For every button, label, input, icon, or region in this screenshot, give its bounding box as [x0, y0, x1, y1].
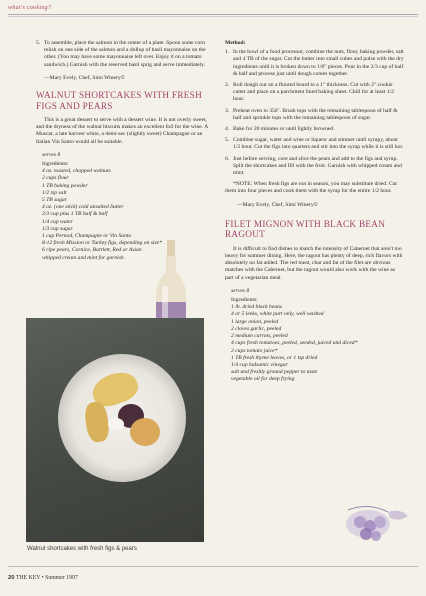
- step-text: Combine sugar, water and wine or liqueur and simmer until syrupy, about 1/2 hour. Cut the figs into quarters and stir into the syrup while it is still hot.: [233, 137, 404, 151]
- publication-name: THE KEY • Summer 1997: [15, 575, 78, 581]
- filet-mignon-heading: FILET MIGNON WITH BLACK BEAN RAGOUT: [225, 218, 386, 240]
- step-number: 3.: [225, 107, 230, 114]
- ingredient-item: 2 medium carrots, peeled: [231, 333, 288, 340]
- ingredient-item: 4 cups fresh tomatoes, peeled, seeded, juiced and diced*: [231, 340, 358, 347]
- ingredients-label: Ingredients:: [231, 297, 258, 304]
- ingredient-item: 4 oz. toasted, chopped walnuts: [42, 168, 111, 175]
- ingredient-item: 1 large onion, peeled: [231, 318, 279, 325]
- ingredient-item: 2/3 cup plus 1 TB half & half: [42, 211, 108, 218]
- section-tag: what's cooking?: [8, 5, 52, 11]
- step-text: In the bowl of a food processor, combine the nuts, flour, baking powder, salt and 4 TB of the sugar. Cut the butter into small cubes and pulse with the dry ingredients until it is broken down to 1/8" pieces. Pour in the 2/3 cup of half & half and process just until dough comes together.: [233, 49, 404, 77]
- filet-ingredients: [231, 288, 405, 384]
- ingredient-item: 1/2 tsp salt: [42, 189, 67, 196]
- bottom-rule: [8, 566, 418, 567]
- ingredient-item: 2 cloves garlic, peeled: [231, 325, 282, 332]
- walnut-intro: This is a great dessert to serve with a dessert wine. It is not overly sweet, and the dryness of the walnut biscuits makes an excellent foil for the wine. A Muscat, a late harvest white, a demi-sec (slightly sweet) Champagne or an Italian Vin Santo would all be suitable.: [36, 117, 208, 145]
- left-column: [36, 40, 216, 262]
- step-text: Bake for 20 minutes or until lightly browned.: [233, 126, 335, 133]
- shortcake: [130, 418, 160, 446]
- step-text: Preheat oven to 350˚. Brush tops with the remaining tablespoon of half & half and sprinkle tops with the remaining tablespoon of sugar.: [233, 107, 398, 121]
- ingredient-item: 1 cup Pernod, Champagne or Vin Santo: [42, 233, 132, 240]
- step-number: 4.: [225, 126, 230, 133]
- method-step: [225, 108, 405, 122]
- step-number: 2.: [225, 82, 230, 89]
- left-credit: —Mary Evely, Chef, Simi Winery©: [44, 74, 125, 81]
- right-credit: —Mary Evely, Chef, Simi Winery©: [237, 201, 318, 208]
- step-number: 5.: [36, 40, 41, 46]
- ingredient-item: salt and freshly ground pepper to taste: [231, 369, 318, 376]
- ingredient-item: 1/4 cup water: [42, 218, 73, 225]
- ingredient-item: 2 cups tomato juice*: [231, 347, 278, 354]
- serves: serves 8: [42, 151, 61, 158]
- filet-intro: It is difficult to find dishes to match the intensity of Cabernet that aren't too heavy for summer dining. Here, the ragout has plenty of deep, rich flavors with absolutely no fat added. The red meat, char and fat of the filet are obvious matches with the Cabernet, but the ragout would also work with the wine as part of a vegetarian meal.: [225, 245, 403, 281]
- right-column: [225, 40, 405, 384]
- step-text: To assemble, place the salmon in the center of a plate. Spoon some corn relish on one side of the salmon and a dollop of basil mayonnaise on the other. (You may have some mayonnaise left over. Enjoy it on a tomato sandwich.) Garnish with the reserved basil sprig and serve immediately.: [44, 40, 206, 68]
- step-number: 6.: [225, 155, 230, 162]
- ingredient-item: 8-12 fresh Mission or Turkey figs, depending on size*: [42, 240, 162, 247]
- method-title: Method:: [225, 40, 246, 46]
- ingredient-item: 4 or 5 leeks, white part only, well washed: [231, 311, 324, 318]
- method-step: [225, 156, 405, 178]
- walnut-shortcakes-heading: WALNUT SHORTCAKES WITH FRESH FIGS AND PEARS: [36, 90, 202, 111]
- figs-note: *NOTE: When fresh figs are not in season, you may substitute dried. Cut them into four pieces and cook them with the syrup for the entire 1/2 hour.: [225, 181, 397, 195]
- ingredient-item: vegetable oil for deep frying: [231, 376, 295, 383]
- ingredient-item: 2 cups flour: [42, 175, 69, 182]
- serves: serves 8: [231, 287, 250, 294]
- whipped-cream: [108, 418, 124, 430]
- left-step-5: [36, 40, 216, 69]
- ingredient-item: 1 lb. dried black beans: [231, 304, 283, 311]
- ingredients-label: Ingredients:: [42, 161, 69, 168]
- step-text: Just before serving, core and slice the pears and add to the figs and syrup. Split the shortcakes and fill with the fruit. Garnish with whipped cream and mint.: [233, 155, 402, 177]
- ingredient-item: whipped cream and mint for garnish: [42, 254, 124, 261]
- page-footer: [8, 575, 78, 581]
- grapes-illustration: [338, 500, 418, 550]
- ingredient-item: 4 oz. (one stick) cold unsalted butter: [42, 204, 124, 211]
- ingredient-item: 6 ripe pears, Cornice, Bartlett, Red or Asian: [42, 247, 142, 254]
- ingredient-item: 1/3 cup sugar: [42, 225, 73, 232]
- method-step: [225, 49, 405, 78]
- step-number: 5.: [225, 137, 230, 144]
- method-step: [225, 126, 405, 133]
- ingredient-item: 1 TB fresh thyme leaves, or 1 tsp dried: [231, 354, 318, 361]
- top-rule: [8, 14, 418, 15]
- shortcake-photo: [26, 318, 204, 542]
- step-number: 1.: [225, 49, 230, 56]
- photo-caption: Walnut shortcakes with fresh figs & pears: [27, 546, 137, 552]
- ingredient-item: 1 TB baking powder: [42, 182, 88, 189]
- method-step: [225, 82, 405, 104]
- ingredient-item: 5 TB sugar: [42, 197, 67, 204]
- page-number: 20: [8, 575, 15, 581]
- top-rule-secondary: [8, 16, 418, 17]
- method-step: [225, 137, 405, 151]
- step-text: Roll dough out on a floured board to a 1" thickness. Cut with 2" cookie cutter and place on a parchment lined baking sheet. Chill for at least 1/2 hour.: [233, 82, 394, 103]
- ingredient-item: 1/4 cup balsamic vinegar: [231, 361, 288, 368]
